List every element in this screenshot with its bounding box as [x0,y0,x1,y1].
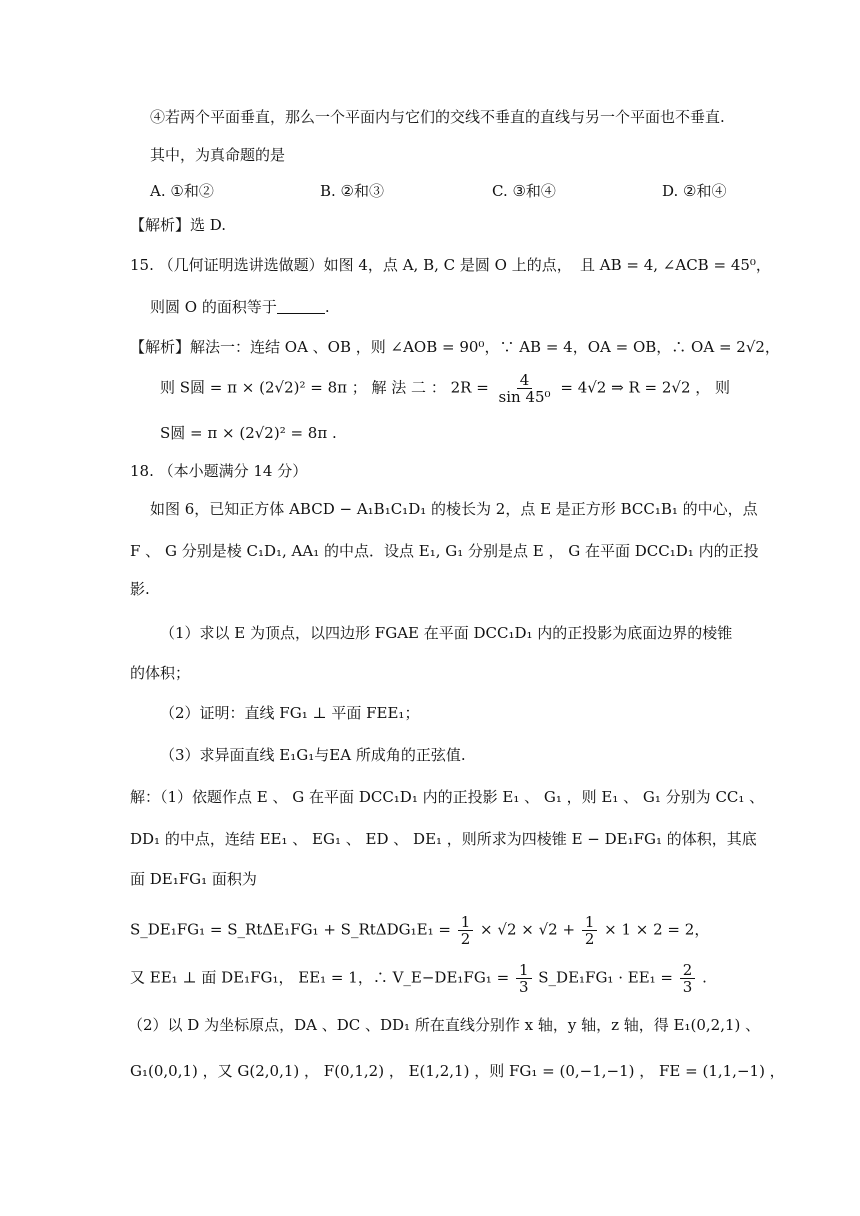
volume-formula-end: . [702,968,707,987]
area-formula [130,914,709,947]
solution-line2: DD₁ 的中点，连结 EE₁ 、 EG₁ 、 ED 、 DE₁ ，则所求为四棱锥 E − DE₁FG₁ 的体积，其底 [130,830,757,848]
q18-part2: （2）证明：直线 FG₁ ⊥ 平面 FEE₁； [160,704,420,722]
q15-solution-line1: 【解析】解法一：连结 OA 、OB ，则 ∠AOB = 90⁰，∵ AB = 4，OA = OB，∴ OA = 2√2， [130,338,780,356]
fraction-numerator: 1 [582,914,598,931]
q14-analysis: 【解析】选 D. [130,216,227,234]
fraction-one-half [458,914,474,947]
q18-header: 18. （本小题满分 14 分） [130,462,308,480]
q18-part1-line1: （1）求以 E 为顶点，以四边形 FGAE 在平面 DCC₁D₁ 内的正投影为底面边界的棱锥 [160,624,733,642]
q15-solution-line2-b: = 4√2 ⇒ R = 2√2 ， 则 [560,378,731,397]
area-formula-end: × 1 × 2 = 2， [604,920,710,939]
q15-stem-part1: 15. （几何证明选讲选做题）如图 4，点 A, B, C 是圆 O 上的点， [130,256,572,274]
volume-formula-b: S_DE₁FG₁ · EE₁ = [538,968,674,987]
fraction-two-thirds [680,962,696,995]
option-d: D. ②和④ [662,182,727,200]
option-a: A. ①和② [150,182,214,200]
fraction-denominator: 3 [682,978,693,996]
question-prompt: 其中，为真命题的是 [150,146,286,164]
volume-formula-a: 又 EE₁ ⊥ 面 DE₁FG₁， EE₁ = 1，∴ V_E−DE₁FG₁ = [130,968,510,987]
fraction-4-over-sin45 [496,372,554,405]
fraction-numerator: 2 [680,962,696,979]
q18-stem-line3: 影. [130,580,150,598]
option-b: B. ②和③ [320,182,385,200]
solution-line1: 解：（1）依题作点 E 、 G 在平面 DCC₁D₁ 内的正投影 E₁ 、 G₁ ，则 E₁ 、 G₁ 分别为 CC₁ 、 [130,788,765,806]
fraction-numerator: 4 [517,372,533,389]
fraction-one-third [516,962,532,995]
volume-formula [130,962,707,995]
solution-line3: 面 DE₁FG₁ 面积为 [130,870,257,888]
q15-stem-line2-text: 则圆 O 的面积等于 [150,298,277,316]
area-formula-mid: × √2 × √2 + [480,920,576,939]
fraction-denominator: sin 45⁰ [498,388,551,406]
q18-part3: （3）求异面直线 E₁G₁与EA 所成角的正弦值. [160,746,466,764]
q15-stem-line2-end: . [324,298,330,316]
q15-solution-line2-a: 则 S圆 = π × (2√2)² = 8π ； 解 法 二 ： 2R = [160,378,489,397]
q15-solution-line2 [160,372,730,405]
solution-part2-line1: （2）以 D 为坐标原点，DA 、DC 、DD₁ 所在直线分别作 x 轴，y 轴，z 轴，得 E₁(0,2,1) 、 [128,1016,761,1034]
fraction-denominator: 2 [460,930,471,948]
fraction-numerator: 1 [458,914,474,931]
solution-part2-line2: G₁(0,0,1) ，又 G(2,0,1) ， F(0,1,2) ， E(1,2,1) ，则 FG₁ = (0,−1,−1) ， FE = (1,1,−1) ， [130,1062,785,1080]
q18-part1-line2: 的体积； [130,664,191,682]
fraction-denominator: 2 [584,930,595,948]
area-formula-lhs: S_DE₁FG₁ = S_RtΔE₁FG₁ + S_RtΔDG₁E₁ = [130,920,451,939]
q18-stem-line1: 如图 6，已知正方体 ABCD − A₁B₁C₁D₁ 的棱长为 2，点 E 是正方形 BCC₁B₁ 的中心，点 [150,500,758,518]
answer-blank [277,299,325,314]
q15-stem-part2: 且 AB = 4, ∠ACB = 45⁰， [580,256,771,274]
statement-4: ④若两个平面垂直，那么一个平面内与它们的交线不垂直的直线与另一个平面也不垂直. [150,108,725,126]
fraction-one-half-2 [582,914,598,947]
q15-stem-line2 [150,296,330,318]
option-c: C. ③和④ [492,182,556,200]
fraction-denominator: 3 [518,978,529,996]
q18-stem-line2: F 、 G 分别是棱 C₁D₁, AA₁ 的中点．设点 E₁, G₁ 分别是点 E ， G 在平面 DCC₁D₁ 内的正投 [130,542,759,560]
fraction-numerator: 1 [516,962,532,979]
q15-solution-line3: S圆 = π × (2√2)² = 8π . [160,424,337,442]
